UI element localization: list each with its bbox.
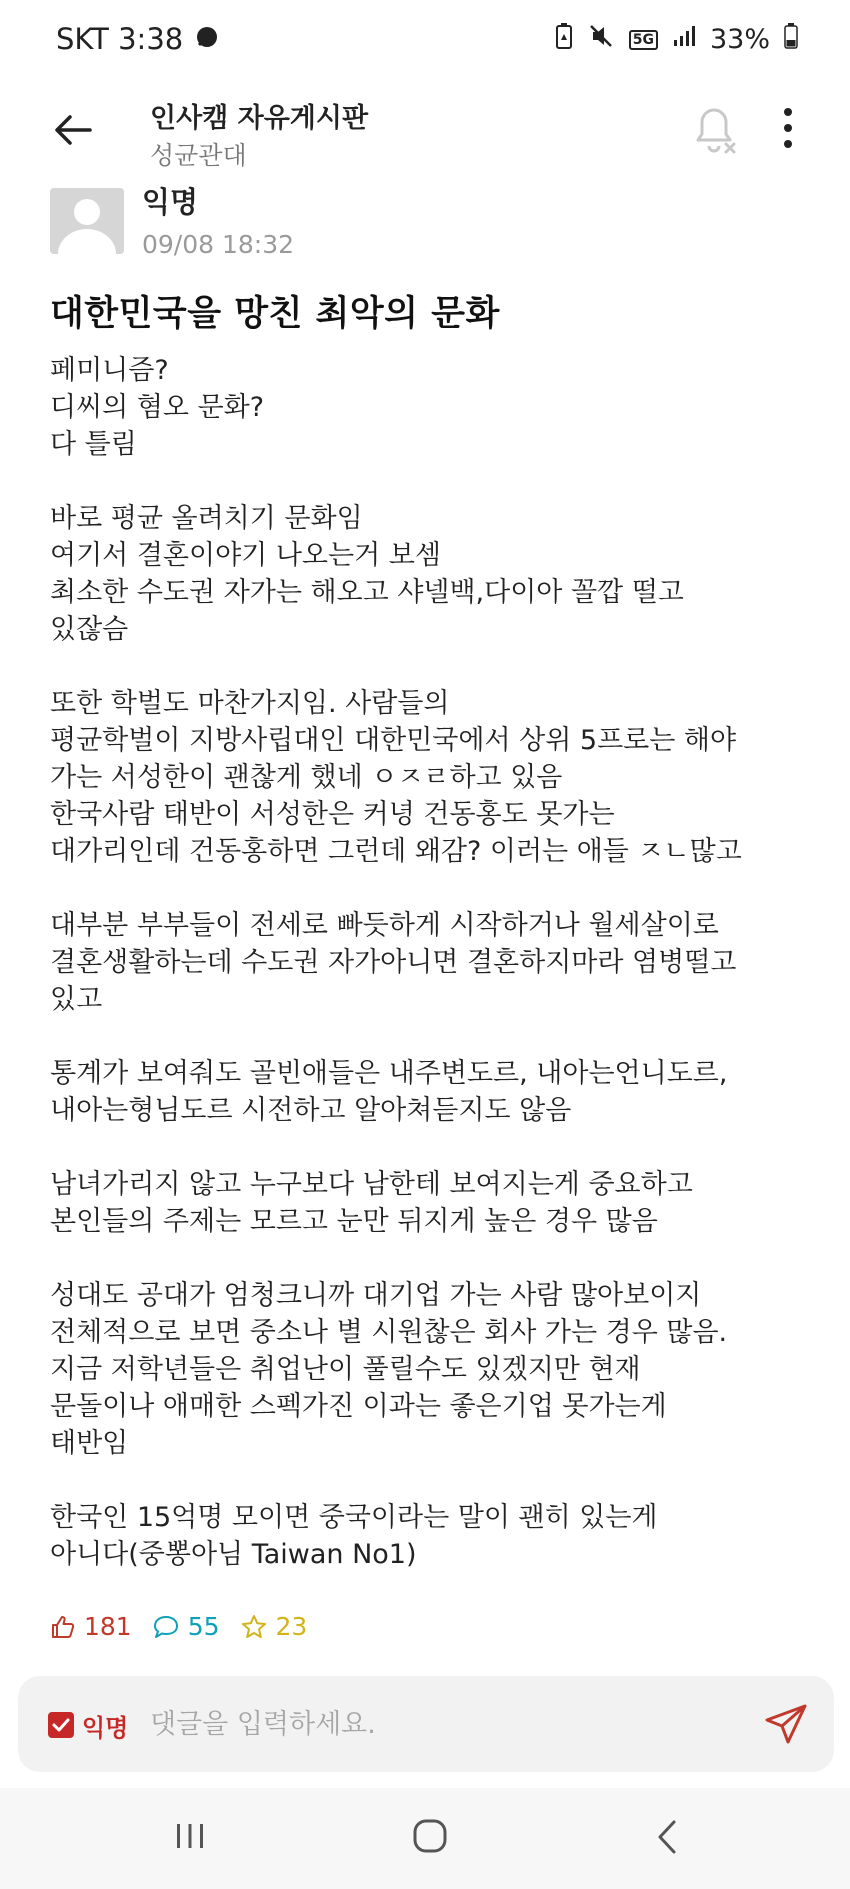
paragraph-gap: [50, 463, 810, 500]
status-left: [56, 22, 219, 56]
post-title: 대한민국을 망친 최악의 문화: [50, 294, 500, 334]
default-profile-icon: [50, 188, 124, 254]
post-body-line: 성대도 공대가 엄청크니까 대기업 가는 사람 많아보이지: [50, 1280, 702, 1311]
signal-icon: [672, 24, 696, 55]
battery-percent: 33%: [709, 24, 770, 55]
checkmark-icon: [48, 1712, 74, 1738]
bell-off-icon: [690, 102, 738, 158]
carrier-time: SKT 3:38: [56, 22, 184, 56]
battery-saver-icon: [555, 22, 573, 57]
mute-icon: [587, 22, 615, 57]
comment-count: 55: [187, 1612, 220, 1641]
post-body-line: 여기서 결혼이야기 나오는거 보셈: [50, 540, 441, 571]
post-body-line: 전체적으로 보면 중소나 별 시원찮은 회사 가는 경우 많음.: [50, 1317, 728, 1348]
status-bar: [0, 0, 850, 84]
comment-bar: [18, 1676, 834, 1772]
post-body-line: 디씨의 혐오 문화?: [50, 392, 265, 423]
scrap-count: 23: [275, 1612, 308, 1641]
chevron-left-icon: [654, 1818, 682, 1856]
paragraph-gap: [50, 870, 810, 907]
post-body-line: 한국사람 태반이 서성한은 커녕 건동홍도 못가는: [50, 799, 615, 830]
like-count-button[interactable]: [50, 1612, 132, 1641]
star-icon: [240, 1614, 268, 1640]
thumbs-up-icon: [50, 1614, 76, 1640]
recent-apps-button[interactable]: [172, 1818, 208, 1854]
reaction-bar: [50, 1612, 307, 1641]
post-body-line: 내아는형님도르 시전하고 알아쳐듣지도 않음: [50, 1095, 572, 1126]
paragraph-gap: [50, 1018, 810, 1055]
like-count: 181: [84, 1612, 132, 1641]
post-body-line: 지금 저학년들은 취업난이 풀릴수도 있겠지만 현재: [50, 1354, 641, 1385]
paragraph-gap: [50, 1240, 810, 1277]
post-body-line: 남녀가리지 않고 누구보다 남한테 보여지는게 중요하고: [50, 1169, 693, 1200]
notification-toggle-button[interactable]: [690, 102, 738, 158]
post-body-line: 한국인 15억명 모이면 중국이라는 말이 괜히 있는게: [50, 1502, 658, 1533]
more-options-button[interactable]: [776, 106, 800, 150]
home-icon: [410, 1816, 450, 1856]
board-title: 인사캠 자유게시판: [150, 103, 369, 134]
post-body-line: 아니다(중뽕아님 Taiwan No1): [50, 1539, 417, 1570]
post-body-line: 평균학벌이 지방사립대인 대한민국에서 상위 5프로는 해야: [50, 725, 737, 756]
recent-apps-icon: [172, 1818, 208, 1854]
comment-count-button[interactable]: [152, 1612, 220, 1641]
battery-icon: [784, 23, 798, 56]
post-body-line: 대가리인데 건동홍하면 그런데 왜감? 이러는 애들 ㅈㄴ많고: [50, 836, 742, 867]
author-name: 익명: [142, 185, 199, 219]
comment-input[interactable]: [150, 1698, 730, 1750]
avatar: [50, 188, 124, 254]
system-back-button[interactable]: [654, 1818, 682, 1856]
post-body-line: 또한 학벌도 마찬가지임. 사람들의: [50, 688, 450, 719]
more-vertical-icon: [776, 106, 800, 150]
back-button[interactable]: [50, 106, 98, 154]
post-body-line: 결혼생활하는데 수도권 자가아니면 결혼하지마라 염병떨고: [50, 947, 737, 978]
post-timestamp: 09/08 18:32: [142, 230, 295, 259]
network-5g-icon: [629, 33, 658, 47]
post-body-line: 태반임: [50, 1428, 129, 1459]
post-body-line: 다 틀림: [50, 429, 137, 460]
anonymous-checkbox[interactable]: [48, 1712, 74, 1738]
speech-bubble-icon: [152, 1614, 180, 1640]
post-body: [50, 352, 810, 1573]
post-body-line: 통계가 보여줘도 골빈애들은 내주변도르, 내아는언니도르,: [50, 1058, 728, 1089]
status-right: [555, 22, 798, 57]
anonymous-label[interactable]: 익명: [82, 1714, 129, 1742]
paragraph-gap: [50, 648, 810, 685]
post-body-line: 최소한 수도권 자가는 해오고 샤넬백,다이아 꼴깝 떨고: [50, 577, 684, 608]
post-body-line: 있고: [50, 984, 103, 1015]
send-button[interactable]: [763, 1702, 809, 1746]
paragraph-gap: [50, 1129, 810, 1166]
system-nav-bar: [0, 1788, 850, 1889]
scrap-count-button[interactable]: [240, 1612, 308, 1641]
app-header: [0, 84, 850, 184]
paragraph-gap: [50, 1462, 810, 1499]
post-body-line: 페미니즘?: [50, 355, 169, 386]
notification-bubble-icon: [195, 22, 219, 56]
post-body-line: 본인들의 주제는 모르고 눈만 뒤지게 높은 경우 많음: [50, 1206, 658, 1237]
home-button[interactable]: [410, 1816, 450, 1856]
paper-plane-icon: [763, 1702, 809, 1746]
post-body-line: 대부분 부부들이 전세로 빠듯하게 시작하거나 월세살이로: [50, 910, 719, 941]
post-body-line: 바로 평균 올려치기 문화임: [50, 503, 363, 534]
arrow-left-icon: [50, 106, 98, 154]
board-subtitle: 성균관대: [150, 141, 247, 170]
network-label: 5G: [629, 30, 658, 50]
post-body-line: 있잖슴: [50, 614, 129, 645]
post-body-line: 문돌이나 애매한 스펙가진 이과는 좋은기업 못가는게: [50, 1391, 667, 1422]
post-body-line: 가는 서성한이 괜찮게 했네 ㅇㅈㄹ하고 있음: [50, 762, 563, 793]
